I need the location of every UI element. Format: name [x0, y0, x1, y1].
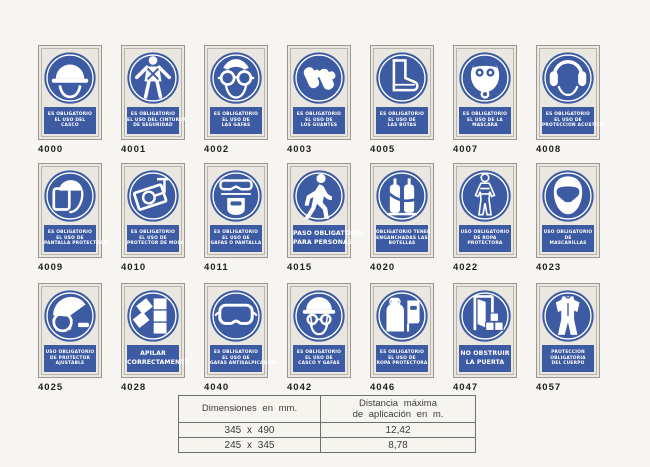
sign-code: 4001	[121, 144, 147, 155]
caption-line: ES OBLIGATORIO	[47, 229, 93, 235]
sign-frame	[539, 166, 597, 255]
sign-card	[38, 283, 102, 378]
sign-code: 4057	[536, 382, 562, 393]
sign	[287, 45, 351, 155]
caption-line: BOTELLAS	[388, 241, 416, 247]
caption-line: USO OBLIGATORIO	[543, 229, 593, 235]
table-header-row	[179, 396, 476, 423]
sign-pictogram	[541, 51, 595, 105]
caption-line: USO OBLIGATORIO	[460, 229, 510, 235]
caption-line: LA PUERTA	[465, 358, 505, 366]
sign-frame	[373, 286, 431, 375]
caption-line: AJUSTABLE	[55, 361, 85, 367]
caption-line: NO OBSTRUIR	[460, 350, 510, 358]
table-row	[179, 438, 476, 453]
caption-line: ES OBLIGATORIO	[213, 111, 259, 117]
sign-card	[204, 283, 279, 378]
sign-card	[453, 163, 517, 258]
caption-line: LAS BOTAS	[387, 123, 417, 129]
sign-code: 4015	[287, 262, 313, 273]
caption-line: CASCO	[61, 123, 79, 129]
sign	[121, 45, 185, 155]
caption-line: PROTECCION	[551, 349, 585, 355]
sign-code: 4022	[453, 262, 479, 273]
sign	[38, 45, 102, 155]
sign-caption	[44, 225, 108, 252]
goggles-and-shield-icon	[209, 169, 263, 223]
apron-and-mask-icon	[375, 289, 429, 343]
caption-line: CASCO Y GAFAS	[298, 361, 340, 367]
dimensions-cell: 345 x 490	[179, 423, 321, 438]
caption-line: EL USO DE LA	[466, 117, 504, 123]
sign-frame	[373, 166, 431, 255]
caption-line: PANTALLA PROTECTORA	[44, 241, 108, 247]
sign-pictogram	[375, 169, 429, 223]
sign-frame	[207, 166, 265, 255]
sign-frame	[373, 48, 431, 137]
sign-caption	[210, 345, 279, 372]
sign-caption	[542, 345, 594, 372]
sign-code: 4046	[370, 382, 396, 393]
sign-card	[287, 45, 351, 140]
caption-line: EL USO DEL	[54, 117, 86, 123]
sign-pictogram	[458, 51, 512, 105]
sign-frame	[290, 166, 363, 255]
caption-line: APILAR	[140, 350, 166, 358]
caption-line: EL USO DE	[554, 117, 582, 123]
sign	[287, 283, 351, 393]
sign-card	[370, 163, 434, 258]
sign-card	[38, 163, 108, 258]
sign-frame	[290, 48, 348, 137]
caption-line: ES OBLIGATORIO	[296, 111, 342, 117]
distance-cell: 8,78	[321, 438, 476, 453]
caption-line: EL USO DE	[388, 117, 416, 123]
sign-caption	[127, 107, 187, 134]
sign-code: 4020	[370, 262, 396, 273]
sign	[370, 283, 434, 393]
sign-pictogram	[126, 289, 180, 343]
caption-line: ENGANCHADAS LAS	[376, 235, 428, 241]
sign-frame	[539, 286, 597, 375]
caption-line: PASO OBLIGATORIO	[293, 230, 363, 238]
dimensions-header-label: Dimensiones en mm.	[201, 403, 298, 415]
sign-frame	[41, 166, 108, 255]
sign-code: 4000	[38, 144, 64, 155]
sign-pictogram	[541, 169, 595, 223]
caption-line: DE PROTECTOR	[49, 355, 91, 361]
sign	[370, 45, 434, 155]
caption-line: LAS GAFAS	[221, 123, 251, 129]
protective-clothing-icon	[458, 169, 512, 223]
safety-harness-icon	[126, 51, 180, 105]
caption-line: EL USO DE	[305, 117, 333, 123]
sign-caption	[293, 225, 363, 252]
sign-code: 4047	[453, 382, 479, 393]
sign-caption	[44, 107, 96, 134]
sign-frame	[539, 48, 604, 137]
caption-line: GAFAS ANTISALPICADURA	[210, 361, 279, 367]
caption-line: ES OBLIGATORIO	[213, 349, 259, 355]
distance-header-line2: de aplicación en m.	[352, 409, 444, 420]
caption-line: GAFAS O PANTALLA	[210, 241, 262, 247]
sign	[536, 163, 600, 273]
sign-frame	[124, 48, 187, 137]
stacked-boxes-icon	[126, 289, 180, 343]
sign-frame	[207, 286, 279, 375]
caption-line: LOS GUANTES	[300, 123, 338, 129]
caption-line: ES OBLIGATORIO	[545, 111, 591, 117]
sign	[204, 45, 268, 155]
sign-row-3	[38, 283, 600, 393]
sign-frame	[456, 48, 514, 137]
sign	[370, 163, 434, 273]
sign	[38, 283, 102, 393]
sign	[204, 283, 279, 393]
sign-pictogram	[209, 289, 263, 343]
sign-row-2	[38, 163, 600, 273]
sign	[453, 283, 517, 393]
sign-frame	[124, 286, 189, 375]
caption-line: OBLIGATORIO TENER	[376, 229, 431, 235]
sign-card	[121, 163, 185, 258]
caption-line: PROTECTOR DE MOLA	[127, 241, 185, 247]
caption-line: OBLIGATORIA	[550, 355, 586, 361]
sign-card	[370, 45, 434, 140]
gas-bottles-icon	[375, 169, 429, 223]
sign-card	[536, 283, 600, 378]
sign-code: 4028	[121, 382, 147, 393]
caption-line: ES OBLIGATORIO	[462, 111, 508, 117]
sign-card	[204, 45, 268, 140]
caption-line: ES OBLIGATORIO	[379, 111, 425, 117]
caption-line: EL USO DE	[388, 355, 416, 361]
sign-code: 4023	[536, 262, 562, 273]
sign	[204, 163, 268, 273]
caption-line: EL USO DE	[222, 355, 250, 361]
sign	[453, 163, 517, 273]
sign-pictogram	[209, 169, 263, 223]
sign-card	[453, 283, 517, 378]
sign-frame	[456, 166, 514, 255]
sign-frame	[124, 166, 185, 255]
sign-pictogram	[458, 289, 512, 343]
gas-mask-icon	[458, 51, 512, 105]
distance-cell: 12,42	[321, 423, 476, 438]
sign-card	[38, 45, 102, 140]
sign-code: 4002	[204, 144, 230, 155]
hard-hat-icon	[43, 51, 97, 105]
dust-mask-icon	[541, 169, 595, 223]
safety-glasses-icon	[209, 51, 263, 105]
sign-pictogram	[209, 51, 263, 105]
sign	[121, 163, 185, 273]
caption-line: DE	[564, 235, 572, 241]
sign-caption	[210, 225, 262, 252]
sign	[38, 163, 108, 273]
body-suit-icon	[541, 289, 595, 343]
caption-line: ES OBLIGATORIO	[213, 229, 259, 235]
sign	[536, 45, 604, 155]
sign-frame	[41, 286, 99, 375]
gloves-icon	[292, 51, 346, 105]
sign-caption	[293, 345, 345, 372]
sign-card	[370, 283, 434, 378]
caption-line: DEL CUERPO	[551, 361, 585, 367]
table-row	[179, 423, 476, 438]
caption-line: ES OBLIGATORIO	[130, 229, 176, 235]
caption-line: ES OBLIGATORIO	[379, 349, 425, 355]
sign-pictogram	[292, 169, 346, 223]
walking-person-icon	[292, 169, 346, 223]
caption-line: ROPA PROTECTORA	[376, 361, 428, 367]
sign-caption	[293, 107, 345, 134]
sign-pictogram	[375, 51, 429, 105]
sign-pictogram	[375, 289, 429, 343]
sign	[453, 45, 517, 155]
sign-pictogram	[292, 289, 346, 343]
sign-code: 4042	[287, 382, 313, 393]
sign-card	[121, 283, 189, 378]
sign	[287, 163, 363, 273]
sign-caption	[376, 107, 428, 134]
sign-caption	[376, 345, 428, 372]
sign-code: 4009	[38, 262, 64, 273]
sign-card	[204, 163, 268, 258]
caption-line: EL USO DE	[139, 235, 167, 241]
sign-frame	[207, 48, 265, 137]
caption-line: PARA PERSONAS	[293, 238, 353, 246]
sign-card	[121, 45, 185, 140]
sign-caption	[127, 225, 185, 252]
sign-caption	[376, 225, 431, 252]
sign-caption	[542, 225, 594, 252]
sign-card	[453, 45, 517, 140]
sign-pictogram	[43, 289, 97, 343]
caption-line: PROTECCION ACUSTICA	[542, 123, 604, 129]
caption-line: MASCARA	[472, 123, 498, 129]
sign-pictogram	[541, 289, 595, 343]
sign-code: 4010	[121, 262, 147, 273]
sign-code: 4011	[204, 262, 229, 273]
caption-line: USO OBLIGATORIO	[45, 349, 95, 355]
sign-caption	[127, 345, 189, 372]
caption-line: ES OBLIGATORIO	[296, 349, 342, 355]
sign-row-1	[38, 45, 604, 155]
sign-frame	[290, 286, 348, 375]
sign-caption	[459, 225, 511, 252]
caption-line: EL USO DE	[222, 235, 250, 241]
sign-pictogram	[126, 51, 180, 105]
dimensions-header	[179, 396, 321, 423]
caption-line: EL USO DE	[56, 235, 84, 241]
caption-line: EL USO DE	[305, 355, 333, 361]
dimensions-table	[178, 395, 476, 453]
sign-pictogram	[292, 51, 346, 105]
sign-code: 4040	[204, 382, 230, 393]
door-icon	[458, 289, 512, 343]
helmet-and-glasses-icon	[292, 289, 346, 343]
caption-line: EL USO DEL CINTURON	[127, 117, 187, 123]
sign-caption	[459, 345, 511, 372]
sign-frame	[456, 286, 514, 375]
grinder-guard-icon	[126, 169, 180, 223]
caption-line: DE ROPA	[473, 235, 497, 241]
sign-caption	[210, 107, 262, 134]
splash-goggles-icon	[209, 289, 263, 343]
sign-caption	[44, 345, 96, 372]
sign	[121, 283, 189, 393]
caption-line: EL USO DE	[222, 117, 250, 123]
sign-card	[287, 283, 351, 378]
sign-caption	[459, 107, 511, 134]
caption-line: CORRECTAMENTE	[127, 358, 189, 366]
caption-line: DE SEGURIDAD	[133, 123, 173, 129]
sign-card	[287, 163, 363, 258]
distance-header-line1: Distancia máxima	[359, 397, 437, 409]
sign-frame	[41, 48, 99, 137]
adjustable-guard-icon	[43, 289, 97, 343]
sign-pictogram	[43, 169, 97, 223]
sign-pictogram	[126, 169, 180, 223]
sign-card	[536, 163, 600, 258]
face-shield-icon	[43, 169, 97, 223]
sign-code: 4003	[287, 144, 313, 155]
sign-pictogram	[43, 51, 97, 105]
sign-code: 4025	[38, 382, 64, 393]
caption-line: ES OBLIGATORIO	[47, 111, 93, 117]
sign-code: 4007	[453, 144, 479, 155]
sign-card	[536, 45, 604, 140]
sign	[536, 283, 600, 393]
sign-code: 4008	[536, 144, 562, 155]
sign-code: 4005	[370, 144, 396, 155]
caption-line: MASCARILLAS	[549, 241, 587, 247]
caption-line: ES OBLIGATORIO	[130, 111, 176, 117]
ear-protection-icon	[541, 51, 595, 105]
boots-icon	[375, 51, 429, 105]
distance-header	[321, 396, 476, 423]
sign-caption	[542, 107, 604, 134]
dimensions-cell: 245 x 345	[179, 438, 321, 453]
sign-pictogram	[458, 169, 512, 223]
caption-line: PROTECTORA	[467, 241, 503, 247]
